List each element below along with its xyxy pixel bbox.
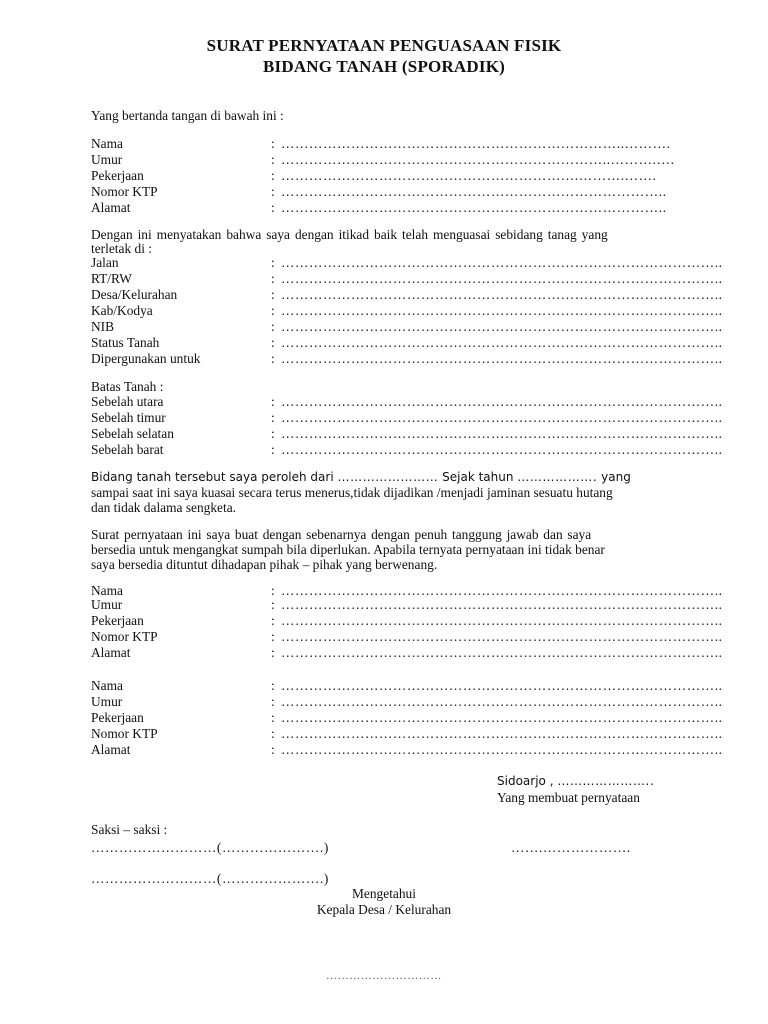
witnesses-heading: Saksi – saksi : xyxy=(91,822,168,837)
field-dots: ………………………………………………………………………………….. xyxy=(281,426,723,441)
field-row xyxy=(91,200,671,216)
field-dots: ………………………………………………………………………………….. xyxy=(281,351,723,366)
signature-maker: Yang membuat pernyataan xyxy=(497,790,640,805)
field-row xyxy=(91,678,723,694)
field-label: Pekerjaan xyxy=(91,168,144,183)
field-row xyxy=(91,426,723,442)
field-label: RT/RW xyxy=(91,271,132,286)
field-dots: ………………………………………………………………………………….. xyxy=(281,271,723,286)
field-colon: : xyxy=(271,613,275,628)
field-dots: ……………………………………………………………………….. xyxy=(281,184,667,199)
field-label: Umur xyxy=(91,152,123,167)
field-dots: ……………………………………………………….……….……. xyxy=(281,168,657,183)
field-label: Jalan xyxy=(91,255,119,270)
field-colon: : xyxy=(271,168,275,183)
field-dots: ………………………………………………………………..………. xyxy=(281,136,671,151)
field-colon: : xyxy=(271,303,275,318)
field-dots: ………………………………………………………………………………….. xyxy=(281,629,723,644)
field-row xyxy=(91,645,723,661)
field-label: Nama xyxy=(91,678,123,693)
field-colon: : xyxy=(271,136,275,151)
witness-right-dots: …….………………. xyxy=(511,840,631,855)
field-row xyxy=(91,152,675,168)
field-row xyxy=(91,271,723,287)
field-row xyxy=(91,287,723,303)
witness-2-line: ………………………(………………….) xyxy=(91,871,329,886)
oath-line-2: bersedia untuk mengangkat sumpah bila diperlukan. Apabila ternyata pernyataan ini tidak benar xyxy=(91,542,605,557)
field-row xyxy=(91,303,723,319)
statement-line-1: Dengan ini menyatakan bahwa saya dengan itikad baik telah menguasai sebidang tanag yang xyxy=(91,227,608,242)
field-colon: : xyxy=(271,394,275,409)
field-dots: ………………………………………………………………………………….. xyxy=(281,726,723,741)
field-row xyxy=(91,351,723,367)
field-colon: : xyxy=(271,184,275,199)
field-colon: : xyxy=(271,255,275,270)
document-title: SURAT PERNYATAAN PENGUASAAN FISIK xyxy=(206,36,562,55)
field-label: Kab/Kodya xyxy=(91,303,153,318)
intro-text: Yang bertanda tangan di bawah ini : xyxy=(91,108,284,123)
field-dots: ………………………………………………………………………………….. xyxy=(281,303,723,318)
field-row xyxy=(91,335,723,351)
field-row xyxy=(91,742,723,758)
field-colon: : xyxy=(271,726,275,741)
field-colon: : xyxy=(271,152,275,167)
field-colon: : xyxy=(271,694,275,709)
field-row xyxy=(91,726,723,742)
field-row xyxy=(91,319,723,335)
field-row xyxy=(91,629,723,645)
field-colon: : xyxy=(271,742,275,757)
field-colon: : xyxy=(271,351,275,366)
field-dots: ………………………………………………………………………………….. xyxy=(281,255,723,270)
field-dots: ………………………………………………………………………………….. xyxy=(281,710,723,725)
field-colon: : xyxy=(271,426,275,441)
field-label: Alamat xyxy=(91,200,131,215)
field-label: Alamat xyxy=(91,645,131,660)
field-colon: : xyxy=(271,583,275,598)
field-label: Pekerjaan xyxy=(91,613,144,628)
field-colon: : xyxy=(271,319,275,334)
acknowledgement-sign-dots: ………………………… xyxy=(326,970,442,982)
field-dots: ………………………………………………………………………………….. xyxy=(281,394,723,409)
acquisition-line-1 xyxy=(91,470,631,484)
field-label: Nama xyxy=(91,583,123,598)
acquisition-source-dots: …………………… xyxy=(337,470,439,484)
field-row xyxy=(91,394,723,410)
field-dots: ………………………………………………………………………………….. xyxy=(281,645,723,660)
field-row xyxy=(91,168,671,184)
field-label: Sebelah barat xyxy=(91,442,164,457)
field-label: Sebelah timur xyxy=(91,410,166,425)
field-row xyxy=(91,136,671,152)
field-colon: : xyxy=(271,597,275,612)
field-label: Umur xyxy=(91,694,123,709)
field-label: Sebelah selatan xyxy=(91,426,174,441)
field-row xyxy=(91,694,723,710)
field-colon: : xyxy=(271,442,275,457)
field-row xyxy=(91,597,723,613)
field-label: Sebelah utara xyxy=(91,394,164,409)
oath-line-3: saya bersedia dituntut dihadapan pihak – pihak yang berwenang. xyxy=(91,557,438,572)
acknowledgement-line-1: Mengetahui xyxy=(352,886,416,901)
field-colon: : xyxy=(271,629,275,644)
field-dots: ………………………………………………………………………………….. xyxy=(281,442,723,457)
field-dots: ………………………………………………………………………………….. xyxy=(281,613,723,628)
field-dots: ………………………………………………………………………………….. xyxy=(281,410,723,425)
field-label: Umur xyxy=(91,597,123,612)
field-row xyxy=(91,255,723,271)
field-dots: ………………………………………………………………………………….. xyxy=(281,287,723,302)
field-dots: ………………………………………………………………………………….. xyxy=(281,583,723,598)
field-label: Dipergunakan untuk xyxy=(91,351,201,366)
field-dots: ………………………………………………………………………………….. xyxy=(281,597,723,612)
field-colon: : xyxy=(271,410,275,425)
field-dots: ………………………………………………………………………………….. xyxy=(281,742,723,757)
field-colon: : xyxy=(271,200,275,215)
field-label: Nama xyxy=(91,136,123,151)
field-label: Desa/Kelurahan xyxy=(91,287,178,302)
acquisition-text-2: Sejak tahun xyxy=(442,470,514,484)
field-dots: ………………………………………………………………………………….. xyxy=(281,335,723,350)
field-dots: ………………………………………………………………………………….. xyxy=(281,319,723,334)
field-label: Alamat xyxy=(91,742,131,757)
document-subtitle: BIDANG TANAH (SPORADIK) xyxy=(263,57,505,76)
field-row xyxy=(91,613,723,629)
acquisition-line-3: dan tidak dalama sengketa. xyxy=(91,500,237,515)
field-dots: ……………………………………………………………..……….…. xyxy=(281,152,675,167)
acquisition-line-2: sampai saat ini saya kuasai secara terus menerus,tidak dijadikan /menjadi jaminan sesuatu hutang xyxy=(91,485,613,500)
field-dots: ……………………………………………………………………….. xyxy=(281,200,667,215)
field-label: Nomor KTP xyxy=(91,726,158,741)
field-label: Status Tanah xyxy=(91,335,160,350)
field-label: Pekerjaan xyxy=(91,710,144,725)
boundary-heading: Batas Tanah : xyxy=(91,379,164,394)
field-row xyxy=(91,184,671,200)
field-colon: : xyxy=(271,271,275,286)
signature-date-dots: ………………….. xyxy=(557,774,655,788)
field-label: Nomor KTP xyxy=(91,629,158,644)
signature-place: Sidoarjo , xyxy=(497,774,554,788)
field-colon: : xyxy=(271,710,275,725)
field-colon: : xyxy=(271,335,275,350)
field-label: NIB xyxy=(91,319,115,334)
witness-1-line: ………………………(………………….) xyxy=(91,840,329,855)
statement-line-2: terletak di : xyxy=(91,241,152,256)
field-colon: : xyxy=(271,645,275,660)
acquisition-text-1: Bidang tanah tersebut saya peroleh dari xyxy=(91,470,334,484)
field-label: Nomor KTP xyxy=(91,184,158,199)
field-colon: : xyxy=(271,678,275,693)
signature-place-date xyxy=(497,774,654,788)
field-row xyxy=(91,442,723,458)
field-dots: ………………………………………………………………………………….. xyxy=(281,694,723,709)
field-colon: : xyxy=(271,287,275,302)
field-row xyxy=(91,410,723,426)
acquisition-year-dots: ………………. xyxy=(517,470,598,484)
oath-line-1: Surat pernyataan ini saya buat dengan sebenarnya dengan penuh tanggung jawab dan saya xyxy=(91,527,592,542)
field-dots: ………………………………………………………………………………….. xyxy=(281,678,723,693)
field-row xyxy=(91,710,723,726)
acknowledgement-line-2: Kepala Desa / Kelurahan xyxy=(316,902,452,917)
acquisition-text-3: yang xyxy=(601,470,631,484)
